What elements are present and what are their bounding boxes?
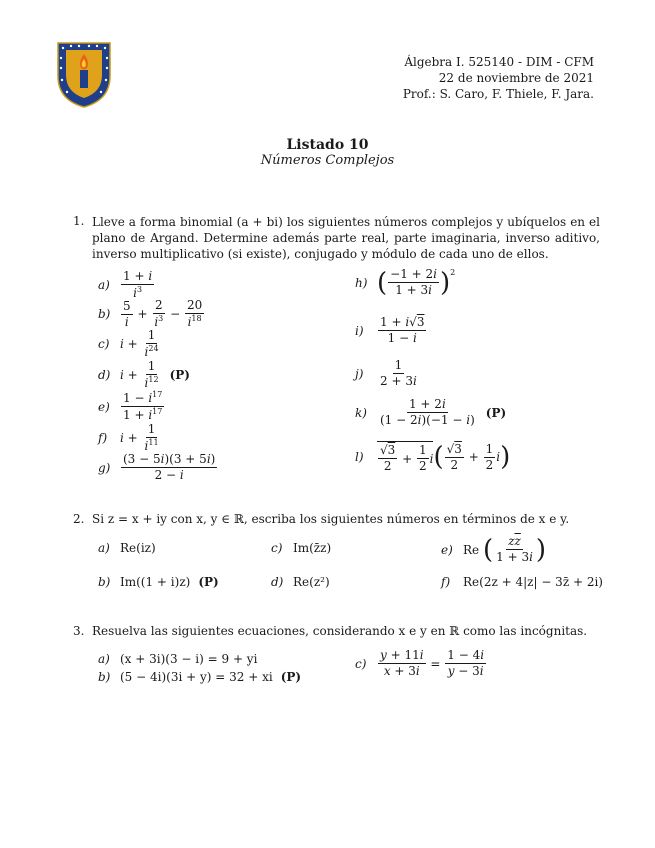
exercise-2b: b) Im((1 + i)z) (P) <box>98 575 219 589</box>
problem-3-text: Resuelva las siguientes ecuaciones, considerando x e y en ℝ como las incógnitas. <box>92 624 588 638</box>
exercise-1j: j) $\frac{1}{2 + 3i}$ <box>355 358 417 389</box>
exercise-2d: d) Re(z²) <box>271 575 330 589</box>
exercise-2c: c) Im(z̄z) <box>271 541 332 555</box>
problem-2-text: Si z = x + iy con x, y ∈ ℝ, escriba los siguientes números en términos de x e y. <box>92 512 570 526</box>
exercise-1e: e) $\frac{1 - i^{17}}{1 + i^{17}}$ <box>98 390 163 423</box>
problem-2-number: 2. <box>73 512 85 526</box>
exercise-1h: h) ( $\frac{-1 + 2i}{1 + 3i}$ ) $^2$ <box>355 267 456 298</box>
practice-marker: (P) <box>485 405 507 420</box>
practice-marker: (P) <box>169 368 190 383</box>
exercise-2f: f) Re(2z + 4|z| − 3z̄ + 2i) <box>441 575 603 589</box>
exercise-1g: g) $\frac{(3 - 5i)(3 + 5i)}{2 - i}$ <box>98 452 216 483</box>
exercise-1d: d) i + $\frac{1}{i^{12}}$ (P) <box>98 359 190 391</box>
professors: Prof.: S. Caro, F. Thiele, F. Jara. <box>402 87 594 101</box>
practice-marker: (P) <box>198 575 219 589</box>
practice-marker: (P) <box>280 670 302 684</box>
date: 22 de noviembre de 2021 <box>438 71 594 85</box>
exercise-1a: a) $\frac{1 + i}{i^3}$ <box>98 269 153 301</box>
exercise-3b: b) (5 − 4i)(3i + y) = 32 + xi (P) <box>98 670 302 684</box>
exercise-1l: l) $\frac{√3}{2}$ + $\frac{1}{2}$ i ( $\frac{√3}{2}$ + $\frac{1}{2}$ i ) <box>355 441 511 474</box>
exercise-1i: i) $\frac{1 + i√3}{1 - i}$ <box>355 315 425 346</box>
problem-1-text: Lleve a forma binomial (a + bi) los siguientes números complejos y ubíquelos en el plano de Argand. Determine además parte real, parte imaginaria, inverso aditivo, inverso multiplicativo (si existe), conjugado y módulo de cada uno de ellos. <box>92 215 600 261</box>
exercise-2a: a) Re(iz) <box>98 541 156 555</box>
shield-icon <box>57 42 111 108</box>
exercise-1f: f) i + $\frac{1}{i^{11}}$ <box>98 422 159 454</box>
exercise-1k: k) $\frac{1 + 2i}{(1 - 2i)(-1 - i)}$ (P) <box>355 397 507 428</box>
exercise-3a: a) (x + 3i)(3 − i) = 9 + yi <box>98 652 258 666</box>
problem-1-number: 1. <box>73 214 85 228</box>
university-shield-logo <box>57 42 111 108</box>
page-subtitle: Números Complejos <box>260 153 395 168</box>
exercise-3c: c) $\frac{y + 11i}{x + 3i}$ = $\frac{1 - 4i}{y - 3i}$ <box>355 648 485 679</box>
page-title: Listado 10 <box>286 137 369 153</box>
course-info: Álgebra I. 525140 - DIM - CFM <box>404 55 594 69</box>
problem-3-number: 3. <box>73 624 85 638</box>
exercise-1c: c) i + $\frac{1}{i^{24}}$ <box>98 328 159 360</box>
exercise-1b: b) $\frac{5}{i}$ + $\frac{2}{i^3}$ − $\frac{20}{i^{18}}$ <box>98 298 203 330</box>
exercise-2e: e) Re ( $\frac{z\overline{z}}{1 + 3i}$ ) <box>441 534 547 565</box>
